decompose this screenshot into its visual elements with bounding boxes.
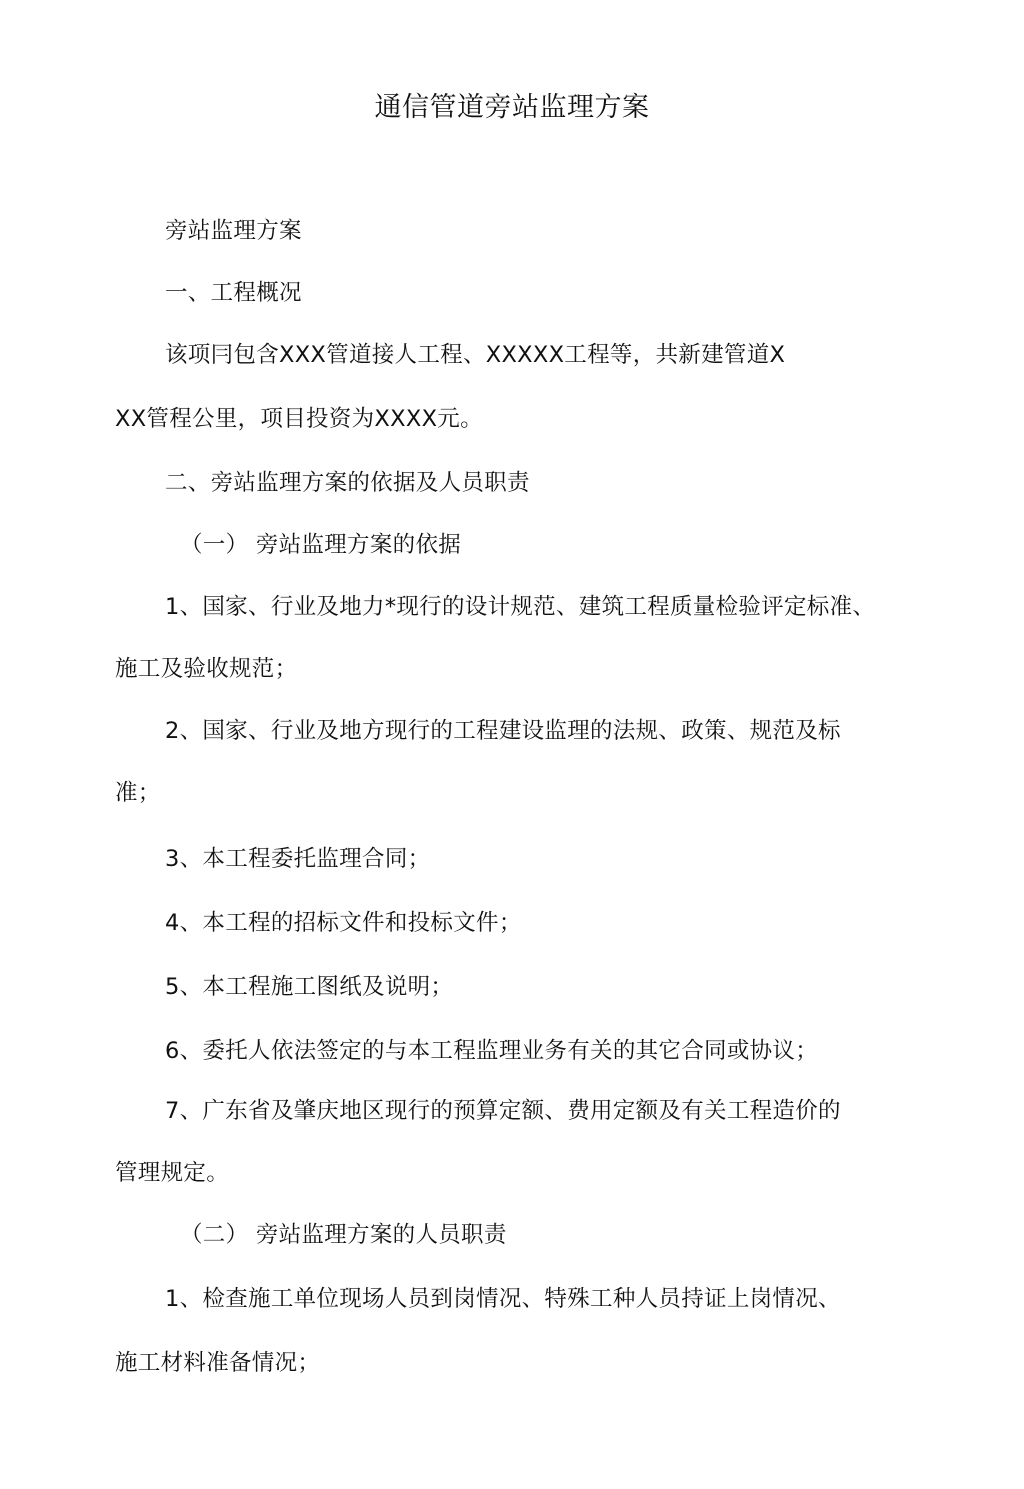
list-item: 5、本工程施工图纸及说明；	[165, 974, 454, 1000]
paragraph-line: XX管程公里，项目投资为XXXX元。	[115, 406, 483, 432]
list-item-continuation: 施工材料准备情况；	[115, 1350, 321, 1376]
subsection-heading-basis: （一） 旁站监理方案的依据	[180, 532, 462, 558]
section-heading: 旁站监理方案	[165, 218, 302, 244]
document-title: 通信管道旁站监理方案	[374, 92, 650, 123]
list-item: 7、广东省及肇庆地区现行的预算定额、费用定额及有关工程造价的	[165, 1098, 841, 1124]
list-item: 3、本工程委托监理合同；	[165, 846, 431, 872]
list-item-continuation: 管理规定。	[115, 1160, 230, 1186]
list-item: 2、国家、行业及地方现行的工程建设监理的法规、政策、规范及标	[165, 718, 841, 744]
subsection-heading-duties: （二） 旁站监理方案的人员职责	[180, 1222, 507, 1248]
section-heading-overview: 一、工程概况	[165, 280, 302, 306]
list-item: 4、本工程的招标文件和投标文件；	[165, 910, 522, 936]
list-item: 1、国家、行业及地力*现行的设计规范、建筑工程质量检验评定标准、	[165, 594, 876, 620]
list-item-continuation: 准；	[115, 780, 161, 806]
list-item-continuation: 施工及验收规范；	[115, 656, 298, 682]
section-heading-basis-duties: 二、旁站监理方案的依据及人员职责	[165, 470, 530, 496]
list-item: 6、委托人依法签定的与本工程监理业务有关的其它合同或协议；	[165, 1038, 819, 1064]
list-item: 1、检查施工单位现场人员到岗情况、特殊工种人员持证上岗情况、	[165, 1286, 841, 1312]
paragraph-line: 该项冃包含XXX管道接人工程、XXXXX工程等，共新建管道X	[165, 342, 786, 368]
